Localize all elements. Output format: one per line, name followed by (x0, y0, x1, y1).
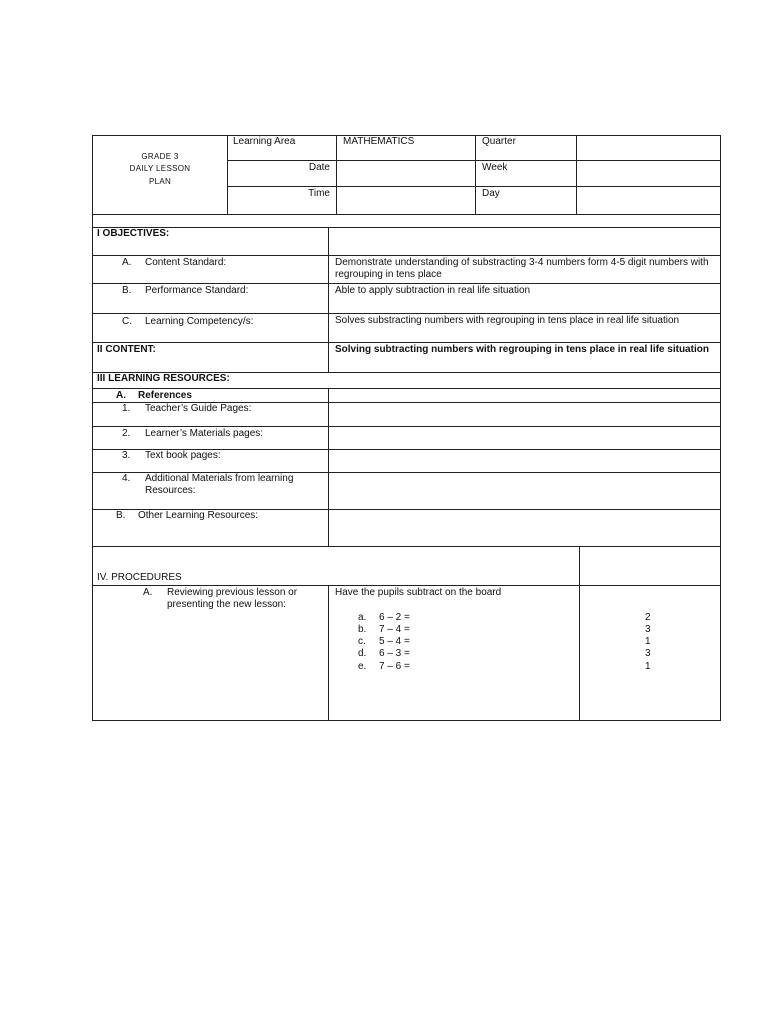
learning-area-value: MATHEMATICS (343, 136, 415, 147)
procedure-instruction: Have the pupils subtract on the board (335, 587, 502, 598)
resource-item-num: 3. (122, 450, 131, 461)
problem-letter: a. (358, 612, 367, 623)
resource-item-label: Teacher’s Guide Pages: (145, 403, 252, 414)
performance-standard-letter: B. (122, 285, 132, 296)
row-line (92, 255, 721, 256)
day-label: Day (482, 188, 500, 199)
problem-answer: 2 (645, 612, 651, 623)
procedure-a-label: Reviewing previous lesson or presenting the new lesson: (167, 587, 298, 610)
objectives-heading: I OBJECTIVES: (97, 228, 170, 239)
learning-area-label: Learning Area (233, 136, 296, 147)
competency-label: Learning Competency/s: (145, 316, 254, 327)
plan-label-line1: DAILY LESSON (129, 164, 191, 173)
plan-label-line2: PLAN (148, 177, 172, 186)
row-line (92, 426, 721, 427)
other-resources-letter: B. (116, 510, 126, 521)
problem-letter: d. (358, 648, 367, 659)
time-label: Time (308, 188, 330, 199)
content-standard-letter: A. (122, 257, 132, 268)
resource-item-num: 1. (122, 403, 131, 414)
row-line (92, 388, 721, 389)
resource-item-label: Additional Materials from learning Resources: (145, 473, 294, 496)
content-standard-value: Demonstrate understanding of substracting 3-4 numbers form 4-5 digit numbers with regrouping in tens place (335, 257, 709, 280)
performance-standard-value: Able to apply subtraction in real life situation (335, 285, 531, 296)
row-line (92, 546, 721, 547)
problem-answer: 1 (645, 636, 651, 647)
row-line (92, 283, 721, 284)
problem-answer: 1 (645, 661, 651, 672)
row-line (92, 342, 721, 343)
header-row-line (227, 160, 721, 161)
performance-standard-label: Performance Standard: (145, 285, 249, 296)
resources-heading: III LEARNING RESOURCES: (97, 373, 230, 384)
resource-item-num: 2. (122, 428, 131, 439)
week-label: Week (482, 162, 508, 173)
problem-expr: 7 – 4 = (379, 624, 410, 635)
problem-expr: 6 – 3 = (379, 648, 410, 659)
row-line (92, 313, 721, 314)
header-divider (576, 135, 577, 215)
column-line (579, 546, 580, 721)
other-resources-label: Other Learning Resources: (138, 510, 259, 521)
competency-value: Solves substracting numbers with regrouping in tens place in real life situation (335, 315, 680, 326)
content-standard-label: Content Standard: (145, 257, 227, 268)
problem-answer: 3 (645, 648, 651, 659)
problem-expr: 5 – 4 = (379, 636, 410, 647)
row-line (92, 585, 721, 586)
resource-item-num: 4. (122, 473, 131, 484)
grade-label: GRADE 3 (141, 152, 179, 161)
header-row-line (227, 186, 721, 187)
header-divider (336, 135, 337, 215)
problem-expr: 7 – 6 = (379, 661, 410, 672)
quarter-label: Quarter (482, 136, 516, 147)
competency-letter: C. (122, 316, 132, 327)
references-letter: A. (116, 390, 126, 401)
header-divider (227, 135, 228, 215)
resource-item-label: Text book pages: (145, 450, 221, 461)
procedures-heading: IV. PROCEDURES (97, 572, 182, 583)
column-line (328, 227, 329, 372)
content-value: Solving subtracting numbers with regrouping in tens place in real life situation (335, 344, 709, 355)
resource-item-label: Learner’s Materials pages: (145, 428, 264, 439)
column-line (328, 585, 329, 721)
problem-expr: 6 – 2 = (379, 612, 410, 623)
references-label: References (138, 390, 192, 401)
problem-letter: e. (358, 661, 367, 672)
content-heading: II CONTENT: (97, 344, 156, 355)
problem-letter: c. (358, 636, 366, 647)
problem-answer: 3 (645, 624, 651, 635)
problem-letter: b. (358, 624, 367, 635)
procedure-a-letter: A. (143, 587, 153, 598)
date-label: Date (308, 162, 330, 173)
row-line (92, 227, 721, 228)
header-divider (475, 135, 476, 215)
column-line (328, 388, 329, 546)
